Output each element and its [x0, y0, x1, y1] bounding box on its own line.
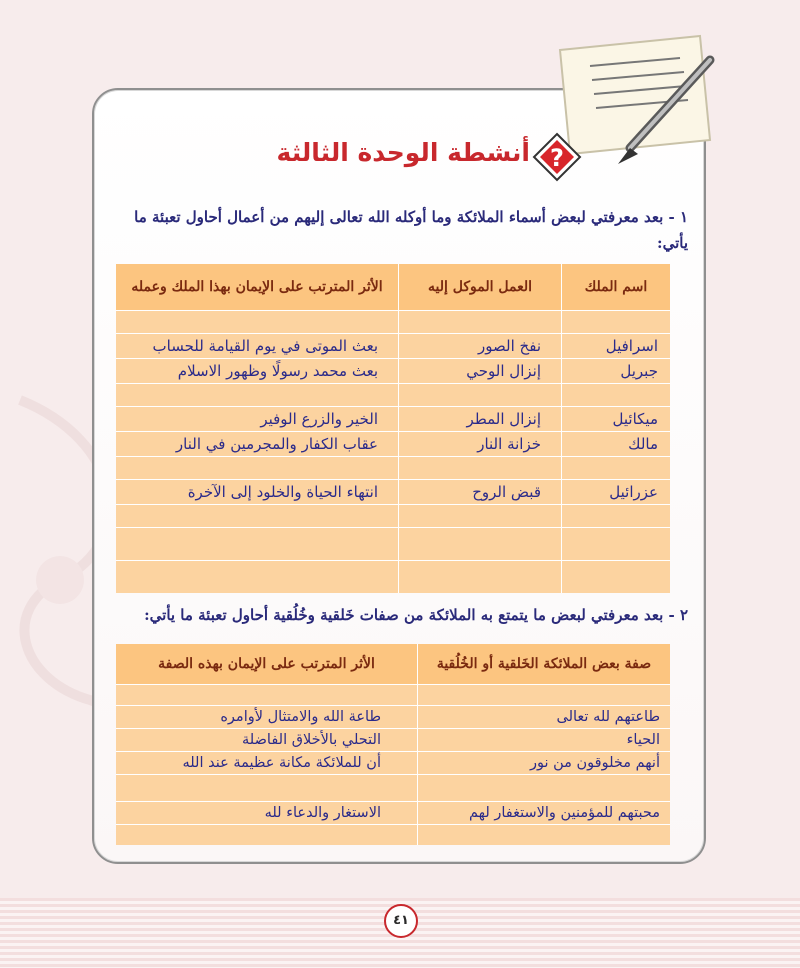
table-row	[116, 432, 670, 457]
table-row	[116, 685, 670, 706]
table-row	[116, 334, 670, 359]
question-mark-icon	[532, 132, 582, 182]
effect-cell[interactable]: بعث محمد رسولًا وظهور الاسلام	[116, 359, 399, 384]
header-trait: صفة بعض الملائكة الخَلقية أو الخُلُقية	[418, 644, 671, 685]
effect-cell[interactable]: انتهاء الحياة والخلود إلى الآخرة	[116, 480, 399, 505]
table-row	[116, 457, 670, 480]
table-row	[116, 706, 670, 729]
table-row	[116, 505, 670, 528]
angel-name-cell[interactable]: ميكائيل	[562, 407, 671, 432]
angels-traits-table	[116, 644, 670, 845]
table-row	[116, 775, 670, 802]
work-cell[interactable]: إنزال المطر	[399, 407, 562, 432]
angel-name-cell[interactable]: مالك	[562, 432, 671, 457]
table-row	[116, 729, 670, 752]
work-cell[interactable]: قبض الروح	[399, 480, 562, 505]
trait-cell[interactable]: محبتهم للمؤمنين والاستغفار لهم	[418, 802, 671, 825]
table-row	[116, 407, 670, 432]
trait-cell[interactable]: أنهم مخلوقون من نور	[418, 752, 671, 775]
header-effect: الأثر المترتب على الإيمان بهذا الملك وعمله	[116, 264, 399, 311]
work-cell[interactable]: نفخ الصور	[399, 334, 562, 359]
table-row	[116, 384, 670, 407]
table-row	[116, 359, 670, 384]
table-row	[116, 528, 670, 561]
work-cell[interactable]: خزانة النار	[399, 432, 562, 457]
header-angel-name: اسم الملك	[562, 264, 671, 311]
effect-cell[interactable]: الخير والزرع الوفير	[116, 407, 399, 432]
table-row	[116, 480, 670, 505]
page-number: ٤١	[384, 904, 418, 938]
trait-cell[interactable]: الحياء	[418, 729, 671, 752]
effect-cell[interactable]: التحلي بالأخلاق الفاضلة	[116, 729, 418, 752]
activity1-prompt: ١ - بعد معرفتي لبعض أسماء الملائكة وما أوكله الله تعالى إليهم من أعمال أحاول تعبئة ما يأتي:	[134, 208, 688, 252]
work-cell[interactable]: إنزال الوحي	[399, 359, 562, 384]
angel-name-cell[interactable]: اسرافيل	[562, 334, 671, 359]
svg-text:?: ?	[550, 144, 564, 172]
table-row	[116, 311, 670, 334]
trait-cell[interactable]: طاعتهم لله تعالى	[418, 706, 671, 729]
angels-works-table	[116, 264, 670, 593]
activity2-prompt: ٢ - بعد معرفتي لبعض ما يتمتع به الملائكة من صفات خَلقية وخُلُقية أحاول تعبئة ما يأتي:	[144, 606, 688, 624]
effect-cell[interactable]: الاستغار والدعاء لله	[116, 802, 418, 825]
header-effect: الأثر المترتب على الإيمان بهذه الصفة	[116, 644, 418, 685]
table-header-row	[116, 264, 670, 311]
table-header-row	[116, 644, 670, 685]
table-row	[116, 561, 670, 594]
angel-name-cell[interactable]: عزرائيل	[562, 480, 671, 505]
table-row	[116, 752, 670, 775]
effect-cell[interactable]: أن للملائكة مكانة عظيمة عند الله	[116, 752, 418, 775]
effect-cell[interactable]: بعث الموتى في يوم القيامة للحساب	[116, 334, 399, 359]
header-assigned-work: العمل الموكل إليه	[399, 264, 562, 311]
table-row	[116, 802, 670, 825]
effect-cell[interactable]: طاعة الله والامتثال لأوامره	[116, 706, 418, 729]
table-row	[116, 825, 670, 846]
page-title: أنشطة الوحدة الثالثة	[276, 138, 530, 167]
effect-cell[interactable]: عقاب الكفار والمجرمين في النار	[116, 432, 399, 457]
angel-name-cell[interactable]: جبريل	[562, 359, 671, 384]
